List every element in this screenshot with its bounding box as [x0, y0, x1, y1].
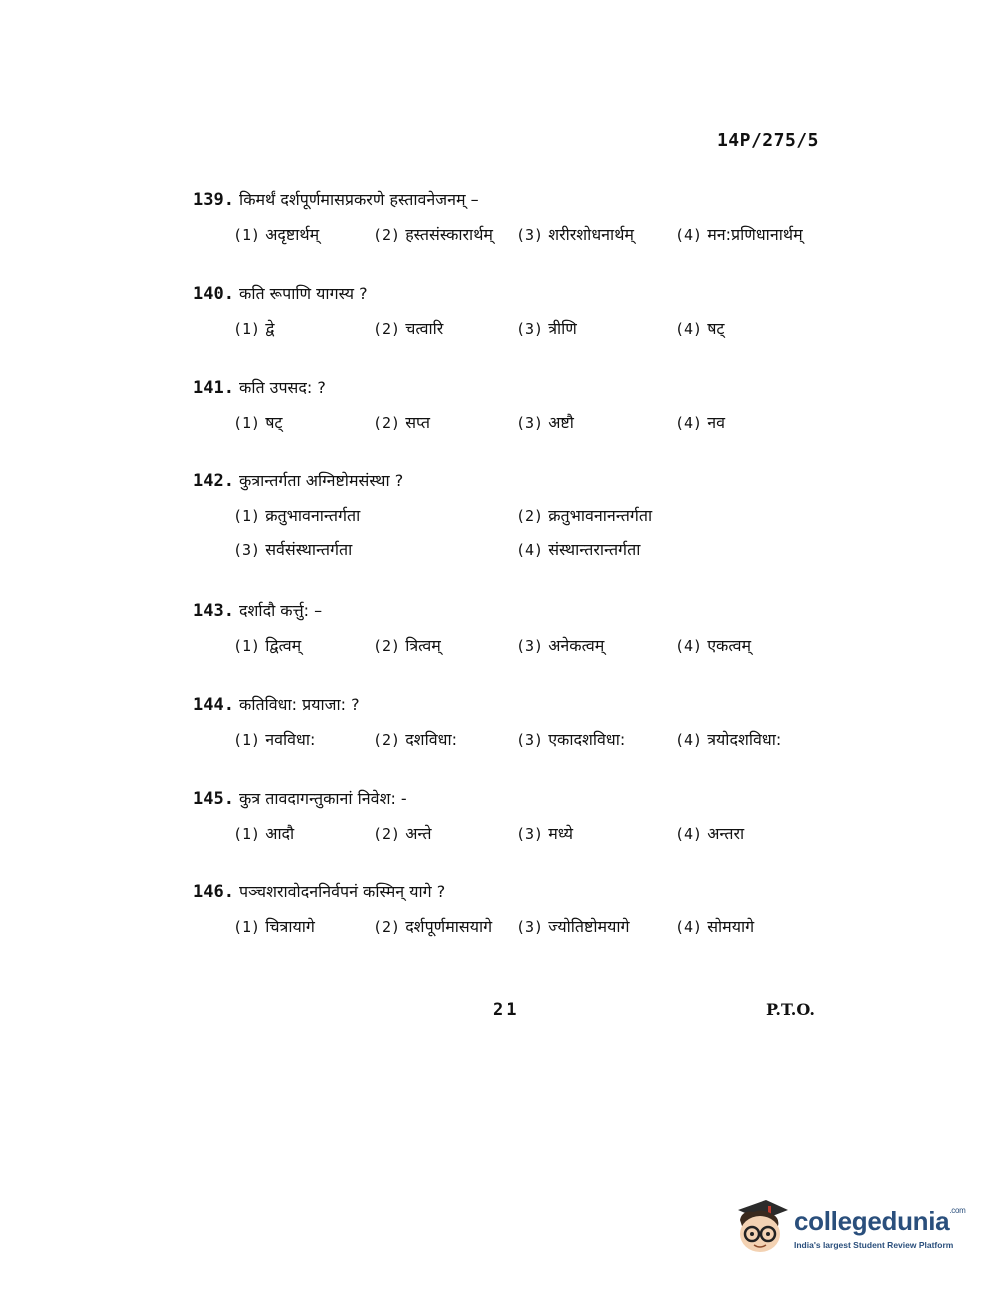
- option-label: (1): [233, 825, 261, 843]
- option-1: [233, 223, 319, 245]
- option-3: [516, 317, 577, 339]
- question-146: [193, 881, 833, 941]
- question-text: कति रूपाणि यागस्य ?: [239, 284, 368, 303]
- option-3: [516, 223, 634, 245]
- question-text: कति उपसद: ?: [239, 378, 326, 397]
- options-row: [193, 504, 833, 530]
- option-label: (3): [516, 731, 544, 749]
- option-label: (3): [516, 414, 544, 432]
- option-3: [233, 538, 352, 560]
- question-text: कतिविधा: प्रयाजा: ?: [239, 695, 360, 714]
- option-text: षट्: [707, 319, 725, 338]
- question-stem: [193, 189, 833, 211]
- option-text: चत्वारि: [405, 319, 444, 338]
- option-text: दर्शपूर्णमासयागे: [405, 917, 493, 936]
- question-number: 142.: [193, 471, 234, 491]
- options-row: [193, 317, 833, 343]
- option-text: अन्ते: [405, 824, 432, 843]
- options-row: [193, 634, 833, 660]
- option-text: त्रीणि: [548, 319, 577, 338]
- option-3: [516, 728, 625, 750]
- option-label: (1): [233, 226, 261, 244]
- brand-suffix: .com: [949, 1206, 966, 1215]
- option-label: (2): [373, 226, 401, 244]
- option-label: (4): [675, 918, 703, 936]
- option-4: [675, 728, 781, 750]
- question-text: पञ्चशरावोदननिर्वपनं कस्मिन् यागे ?: [239, 882, 446, 901]
- question-number: 139.: [193, 190, 234, 210]
- option-4: [675, 223, 803, 245]
- option-label: (2): [516, 507, 544, 525]
- question-stem: [193, 788, 833, 810]
- option-text: आदौ: [265, 824, 295, 843]
- option-2: [373, 317, 443, 339]
- option-label: (1): [233, 637, 261, 655]
- options-row: [193, 728, 833, 754]
- option-3: [516, 915, 630, 937]
- options-row: [193, 411, 833, 437]
- brand-name: collegedunia: [794, 1206, 950, 1236]
- options-row: [193, 223, 833, 249]
- option-label: (4): [675, 637, 703, 655]
- option-text: संस्थान्तरान्तर्गता: [548, 540, 641, 559]
- question-number: 146.: [193, 882, 234, 902]
- option-label: (2): [373, 320, 401, 338]
- pto-label: P.T.O.: [766, 1000, 815, 1019]
- option-label: (4): [675, 825, 703, 843]
- option-2: [373, 411, 430, 433]
- options-row: [193, 538, 833, 564]
- question-stem: [193, 283, 833, 305]
- option-3: [516, 822, 573, 844]
- question-140: [193, 283, 833, 343]
- option-text: त्रयोदशविधा:: [707, 730, 782, 749]
- option-label: (2): [373, 731, 401, 749]
- question-stem: [193, 470, 833, 492]
- question-number: 144.: [193, 695, 234, 715]
- option-label: (2): [373, 637, 401, 655]
- option-4: [675, 634, 751, 656]
- option-1: [233, 728, 315, 750]
- option-2: [373, 634, 441, 656]
- option-label: (4): [675, 731, 703, 749]
- option-text: नवविधा:: [265, 730, 316, 749]
- option-text: त्रित्वम्: [405, 636, 441, 655]
- option-text: मन:प्रणिधानार्थम्: [707, 225, 803, 244]
- brand-wordmark: [794, 1206, 965, 1237]
- option-2: [373, 223, 493, 245]
- option-label: (2): [373, 825, 401, 843]
- option-text: द्वित्वम्: [265, 636, 302, 655]
- option-text: दशविधा:: [405, 730, 457, 749]
- option-label: (3): [516, 226, 544, 244]
- option-text: सर्वसंस्थान्तर्गता: [265, 540, 353, 559]
- option-4: [516, 538, 640, 560]
- option-3: [516, 634, 604, 656]
- option-2: [373, 728, 457, 750]
- option-text: अनेकत्वम्: [548, 636, 605, 655]
- question-stem: [193, 377, 833, 399]
- question-text: किमर्थं दर्शपूर्णमासप्रकरणे हस्तावनेजनम् –: [239, 190, 479, 209]
- question-text: कुत्रान्तर्गता अग्निष्टोमसंस्था ?: [239, 471, 404, 490]
- option-label: (3): [516, 637, 544, 655]
- question-143: [193, 600, 833, 660]
- question-stem: [193, 881, 833, 903]
- option-label: (4): [675, 414, 703, 432]
- option-label: (1): [233, 918, 261, 936]
- option-label: (4): [675, 226, 703, 244]
- option-text: अन्तरा: [707, 824, 745, 843]
- option-1: [233, 634, 301, 656]
- question-139: [193, 189, 833, 249]
- options-row: [193, 822, 833, 848]
- option-text: सप्त: [405, 413, 431, 432]
- option-label: (4): [516, 541, 544, 559]
- brand-tagline: India's largest Student Review Platform: [794, 1240, 954, 1250]
- option-text: क्रतुभावनान्तर्गता: [265, 506, 361, 525]
- option-text: एकत्वम्: [707, 636, 752, 655]
- paper-code: 14P/275/5: [716, 130, 819, 151]
- question-145: [193, 788, 833, 848]
- option-text: एकादशविधा:: [548, 730, 626, 749]
- option-label: (1): [233, 414, 261, 432]
- mascot-icon: [732, 1196, 794, 1260]
- option-2: [516, 504, 652, 526]
- option-text: षट्: [265, 413, 283, 432]
- option-4: [675, 411, 725, 433]
- option-label: (1): [233, 507, 261, 525]
- option-label: (1): [233, 320, 261, 338]
- option-text: सोमयागे: [707, 917, 755, 936]
- option-1: [233, 822, 294, 844]
- option-4: [675, 317, 725, 339]
- option-text: द्वे: [265, 319, 275, 338]
- option-2: [373, 915, 492, 937]
- option-label: (2): [373, 918, 401, 936]
- question-number: 140.: [193, 284, 234, 304]
- option-text: अष्टौ: [548, 413, 574, 432]
- question-text: दर्शादौ कर्त्तु: –: [239, 601, 323, 620]
- question-stem: [193, 600, 833, 622]
- option-label: (4): [675, 320, 703, 338]
- option-text: ज्योतिष्टोमयागे: [548, 917, 630, 936]
- option-4: [675, 915, 754, 937]
- option-text: मध्ये: [548, 824, 574, 843]
- option-text: हस्तसंस्कारार्थम्: [405, 225, 493, 244]
- option-label: (1): [233, 731, 261, 749]
- question-144: [193, 694, 833, 754]
- option-label: (3): [233, 541, 261, 559]
- option-text: नव: [707, 413, 725, 432]
- option-1: [233, 411, 283, 433]
- option-1: [233, 504, 360, 526]
- question-stem: [193, 694, 833, 716]
- option-text: शरीरशोधनार्थम्: [548, 225, 634, 244]
- option-label: (3): [516, 320, 544, 338]
- options-row: [193, 915, 833, 941]
- option-label: (3): [516, 825, 544, 843]
- question-142: [193, 470, 833, 564]
- page-number: 21: [493, 1000, 520, 1020]
- option-3: [516, 411, 574, 433]
- question-number: 141.: [193, 378, 234, 398]
- question-141: [193, 377, 833, 437]
- option-label: (2): [373, 414, 401, 432]
- option-1: [233, 915, 315, 937]
- option-label: (3): [516, 918, 544, 936]
- option-text: अदृष्टार्थम्: [265, 225, 320, 244]
- option-1: [233, 317, 274, 339]
- question-text: कुत्र तावदागन्तुकानां निवेश: -: [239, 789, 407, 808]
- question-number: 145.: [193, 789, 234, 809]
- option-text: क्रतुभावनानन्तर्गता: [548, 506, 653, 525]
- collegedunia-logo[interactable]: [732, 1196, 966, 1260]
- option-4: [675, 822, 744, 844]
- option-2: [373, 822, 431, 844]
- question-number: 143.: [193, 601, 234, 621]
- option-text: चित्रायागे: [265, 917, 315, 936]
